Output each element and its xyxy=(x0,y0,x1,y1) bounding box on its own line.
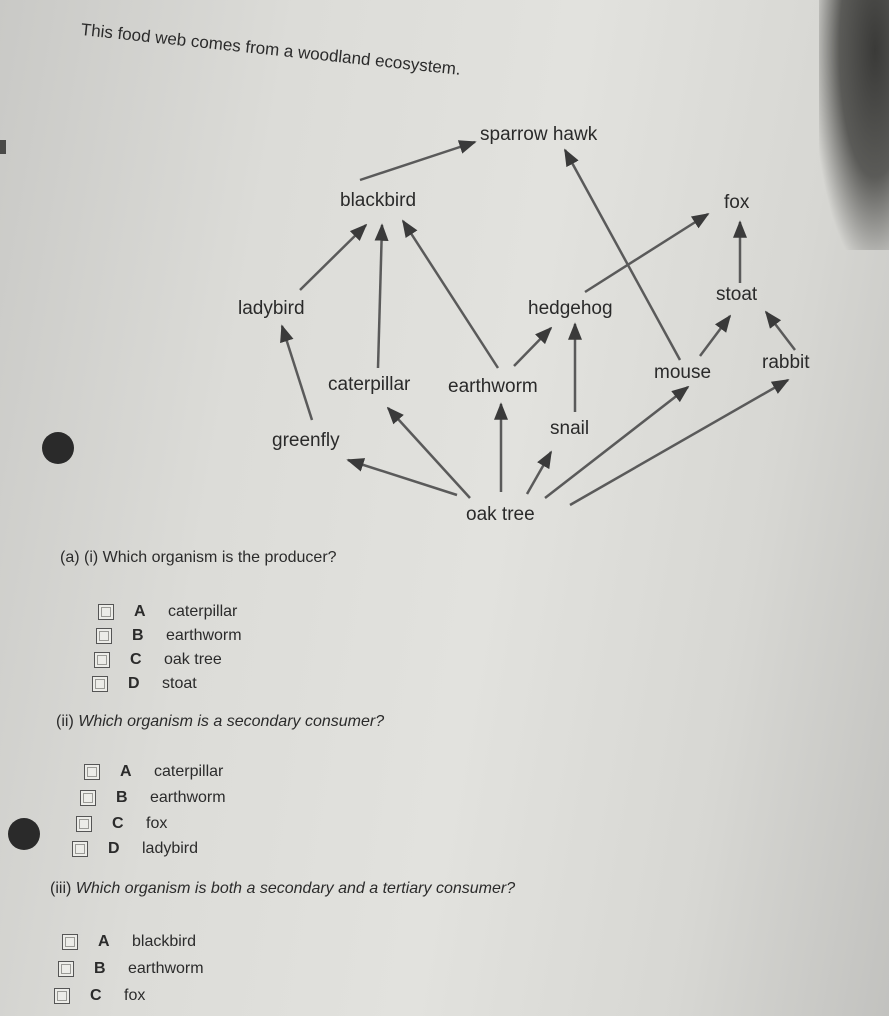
arrow-caterpillar-blackbird xyxy=(378,225,382,368)
option-text: earthworm xyxy=(150,789,226,806)
option-a-ii-b[interactable] xyxy=(80,789,226,807)
node-snail: snail xyxy=(550,418,590,439)
node-rabbit: rabbit xyxy=(762,352,810,373)
answer-checkbox[interactable] xyxy=(58,961,74,977)
node-hedgehog: hedgehog xyxy=(528,298,613,319)
node-ladybird: ladybird xyxy=(238,298,305,319)
node-oak-tree: oak tree xyxy=(466,504,535,525)
option-letter: B xyxy=(132,627,144,644)
option-text: earthworm xyxy=(128,960,204,977)
answer-checkbox[interactable] xyxy=(98,604,114,620)
arrow-oaktree-rabbit xyxy=(570,380,788,505)
arrow-earthworm-hedgehog xyxy=(514,328,551,366)
option-letter: C xyxy=(112,815,124,832)
answer-checkbox[interactable] xyxy=(84,764,100,780)
option-text: blackbird xyxy=(132,933,197,950)
option-text: caterpillar xyxy=(168,603,238,620)
option-a-ii-c[interactable] xyxy=(76,815,167,833)
arrow-blackbird-sparrowhawk xyxy=(360,142,475,180)
option-text: stoat xyxy=(162,675,197,692)
question-number: (ii) xyxy=(56,713,74,730)
option-letter: A xyxy=(134,603,146,620)
question-text: Which organism is a secondary consumer? xyxy=(78,713,385,730)
margin-bullet xyxy=(42,432,74,464)
answer-checkbox[interactable] xyxy=(80,790,96,806)
option-a-ii-d[interactable] xyxy=(72,840,198,858)
arrow-mouse-stoat xyxy=(700,316,730,356)
node-sparrow-hawk: sparrow hawk xyxy=(480,124,598,145)
answer-checkbox[interactable] xyxy=(76,816,92,832)
option-text: caterpillar xyxy=(154,763,224,780)
node-stoat: stoat xyxy=(716,284,758,305)
option-text: oak tree xyxy=(164,651,222,668)
question-number: (iii) xyxy=(50,880,72,897)
node-earthworm: earthworm xyxy=(448,376,538,397)
option-a-iii-b[interactable] xyxy=(58,960,204,978)
option-letter: D xyxy=(128,675,140,692)
answer-checkbox[interactable] xyxy=(94,652,110,668)
arrow-hedgehog-fox xyxy=(585,214,708,292)
intro-text: This food web comes from a woodland ecosystem. xyxy=(80,20,462,79)
option-a-i-b[interactable] xyxy=(96,627,242,645)
arrow-mouse-sparrowhawk xyxy=(565,150,680,360)
arrow-oaktree-caterpillar xyxy=(388,408,470,498)
node-greenfly: greenfly xyxy=(272,430,340,451)
node-blackbird: blackbird xyxy=(340,190,417,211)
option-text: ladybird xyxy=(142,840,199,857)
arrow-rabbit-stoat xyxy=(766,312,795,350)
node-fox: fox xyxy=(724,192,750,213)
option-letter: A xyxy=(98,933,110,950)
question-number: (a) (i) xyxy=(60,549,99,566)
answer-checkbox[interactable] xyxy=(62,934,78,950)
answer-checkbox[interactable] xyxy=(92,676,108,692)
option-letter: B xyxy=(116,789,128,806)
option-letter: A xyxy=(120,763,132,780)
question-text: Which organism is both a secondary and a tertiary consumer? xyxy=(75,880,516,897)
answer-checkbox[interactable] xyxy=(54,988,70,1004)
option-text: earthworm xyxy=(166,627,242,644)
margin-bullet xyxy=(8,818,40,850)
question-a-i xyxy=(60,549,337,567)
option-a-i-c[interactable] xyxy=(94,651,222,669)
answer-checkbox[interactable] xyxy=(72,841,88,857)
answer-checkbox[interactable] xyxy=(96,628,112,644)
question-text: Which organism is the producer? xyxy=(102,549,337,566)
option-letter: C xyxy=(90,987,102,1004)
option-a-i-a[interactable] xyxy=(98,603,237,621)
option-letter: C xyxy=(130,651,142,668)
arrow-oaktree-snail xyxy=(527,452,551,494)
arrow-earthworm-blackbird xyxy=(403,221,498,368)
arrow-ladybird-blackbird xyxy=(300,225,366,290)
option-a-iii-a[interactable] xyxy=(62,933,196,951)
question-a-ii xyxy=(56,713,384,731)
option-a-i-d[interactable] xyxy=(92,675,197,693)
option-letter: D xyxy=(108,840,120,857)
node-mouse: mouse xyxy=(654,362,712,383)
node-caterpillar: caterpillar xyxy=(328,374,411,395)
arrow-oaktree-mouse xyxy=(545,387,688,498)
arrow-greenfly-ladybird xyxy=(282,326,312,420)
option-text: fox xyxy=(124,987,146,1004)
option-a-iii-c[interactable] xyxy=(54,987,145,1005)
option-text: fox xyxy=(146,815,168,832)
option-letter: B xyxy=(94,960,106,977)
option-a-ii-a[interactable] xyxy=(84,763,223,781)
question-a-iii xyxy=(50,880,515,898)
